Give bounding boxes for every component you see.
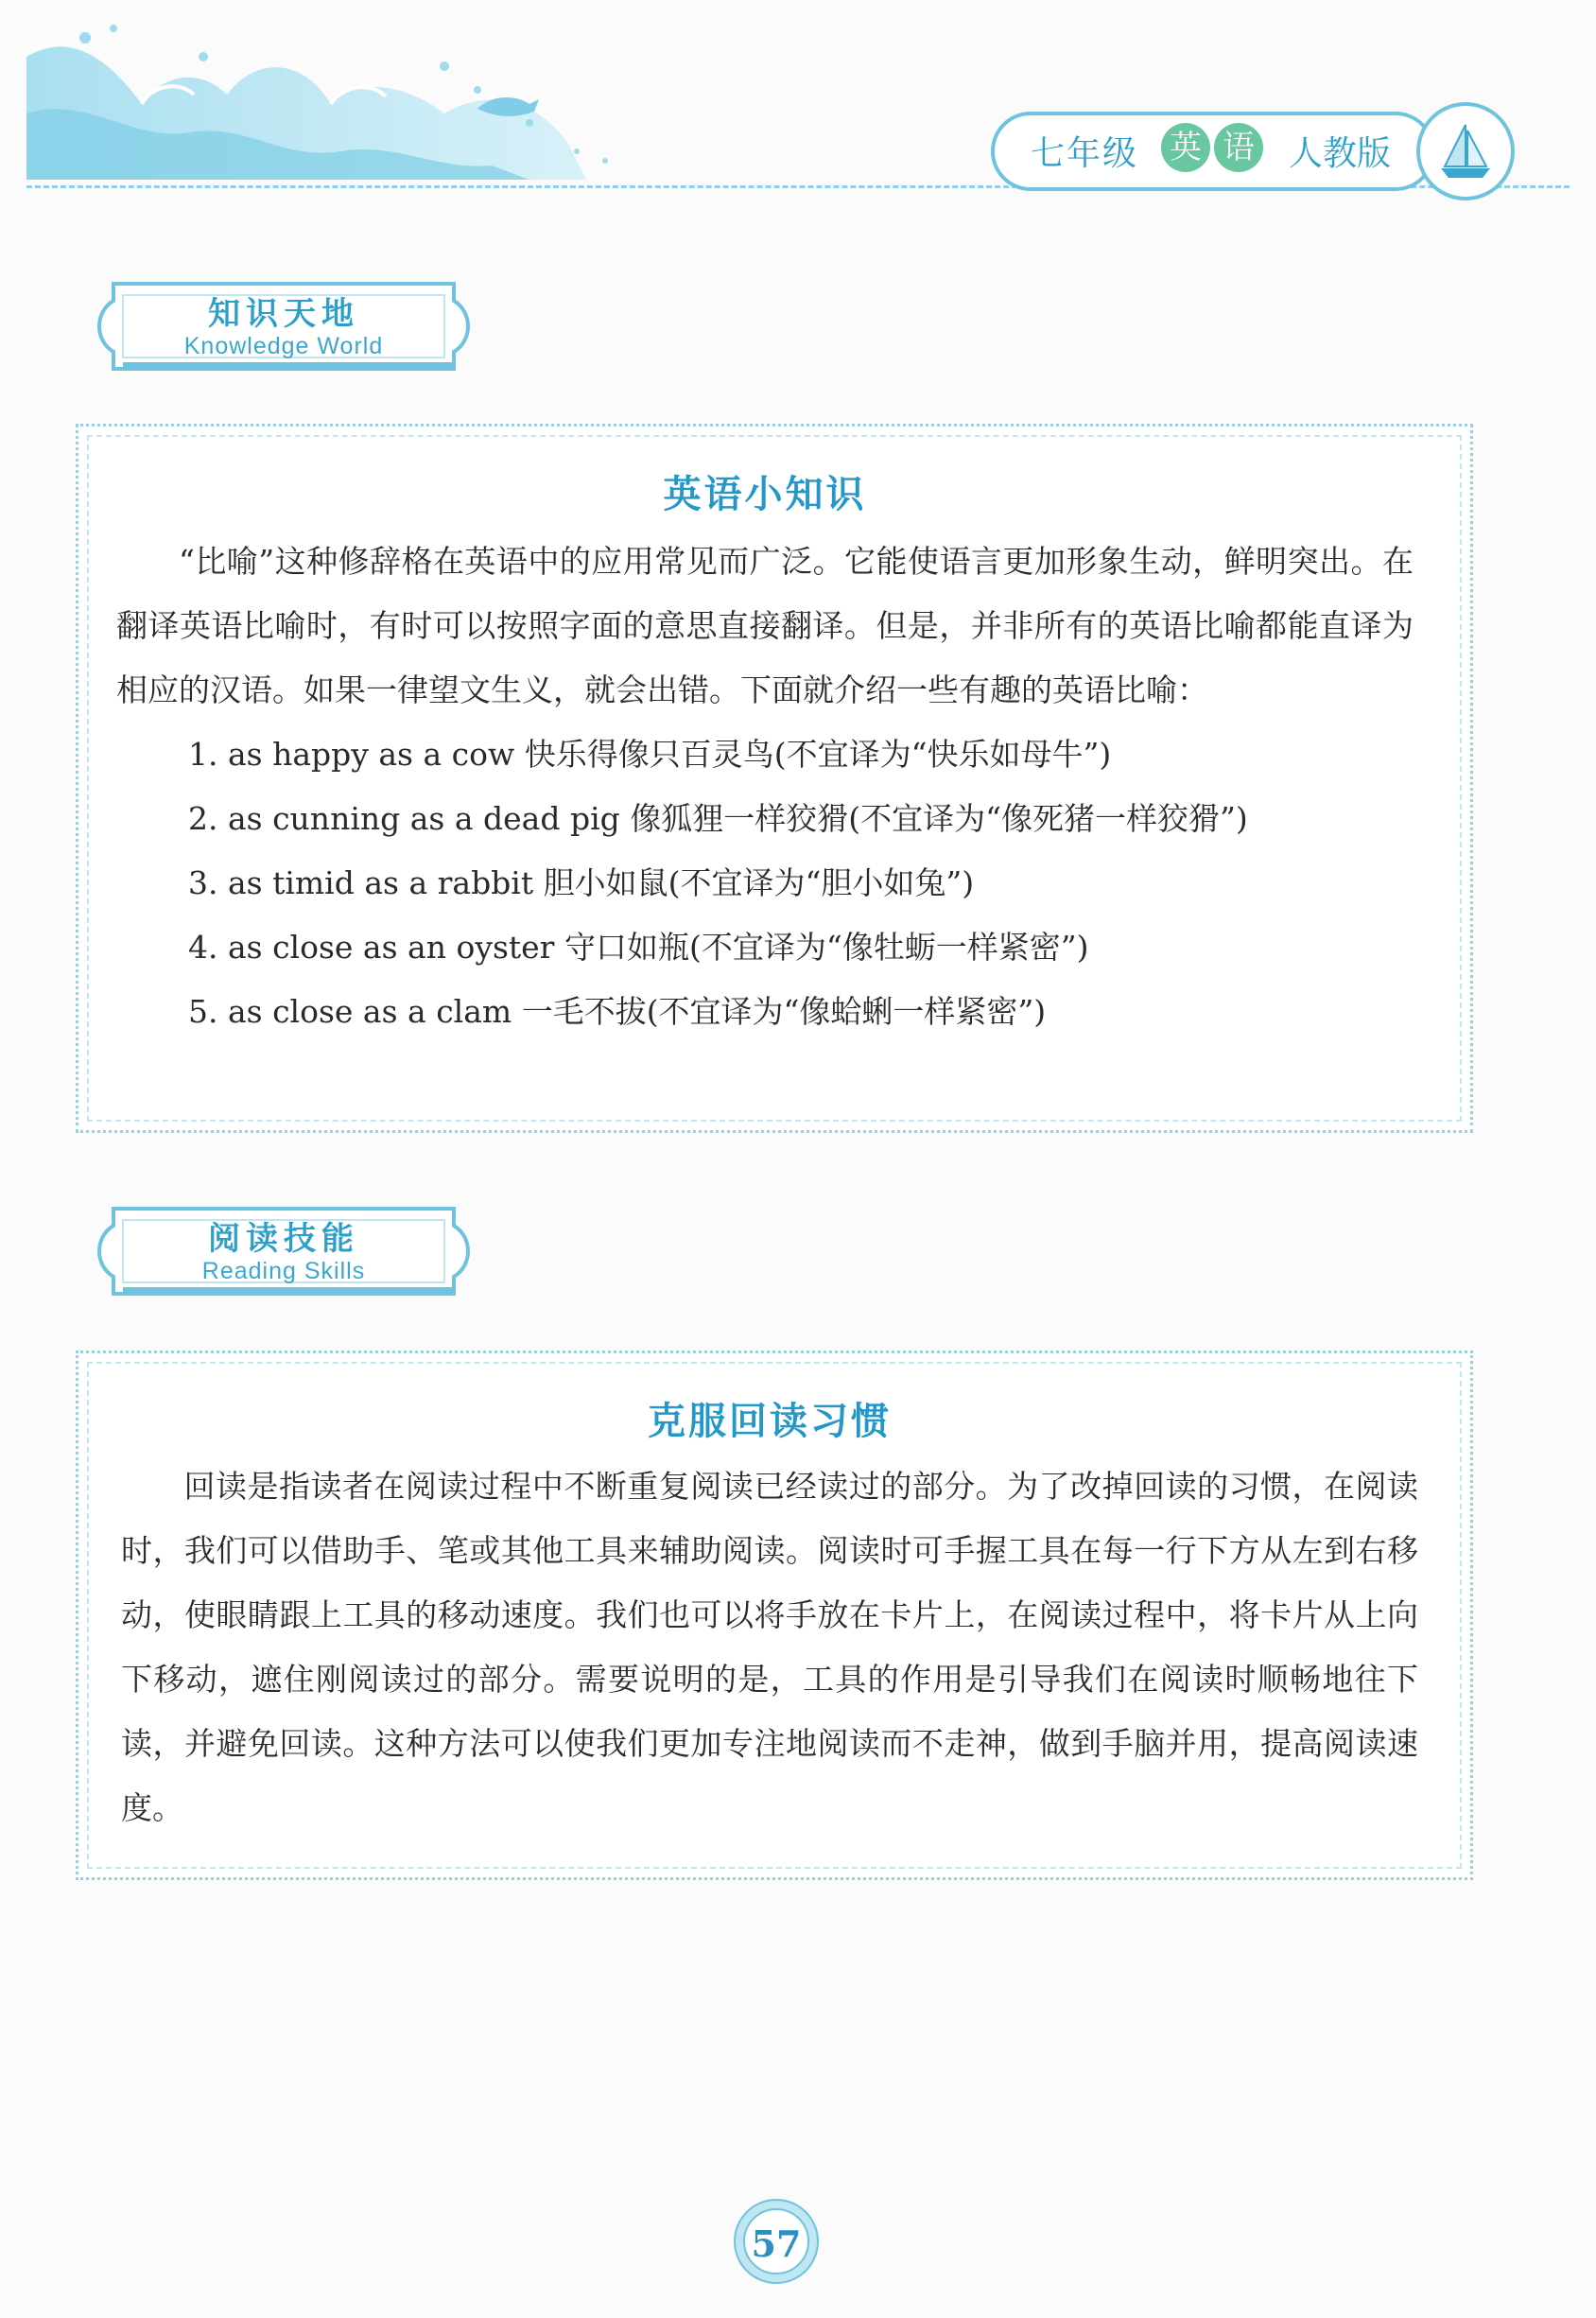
knowledge-box <box>76 424 1473 1133</box>
tag-title-cn: 阅读技能 <box>208 1220 359 1258</box>
subject-char: 语 <box>1214 123 1263 172</box>
page-header <box>0 0 1596 199</box>
reading-box <box>76 1351 1473 1880</box>
list-item: 2. as cunning as a dead pig 像狐狸一样狡猾(不宜译为“像死猪一样狡猾”) <box>188 800 1248 837</box>
tag-title-en: Knowledge World <box>183 333 384 359</box>
page-number: 57 <box>751 2222 802 2265</box>
list-item: 5. as close as a clam 一毛不拔(不宜译为“像蛤蜊一样紧密”) <box>188 993 1047 1030</box>
ship-icon <box>1416 102 1515 200</box>
knowledge-world-tag <box>85 274 482 378</box>
knowledge-intro: “比喻”这种修辞格在英语中的应用常见而广泛。它能使语言更加形象生动，鲜明突出。在翻译英语比喻时，有时可以按照字面的意思直接翻译。但是，并非所有的英语比喻都能直译为相应的汉语。如果一律望文生义，就会出错。下面就介绍一些有趣的英语比喻： <box>116 543 1414 708</box>
edition-label: 人教版 <box>1289 134 1392 173</box>
page-number-badge <box>724 2194 828 2289</box>
list-item: 1. as happy as a cow 快乐得像只百灵鸟(不宜译为“快乐如母牛”) <box>188 736 1112 773</box>
subject-char: 英 <box>1161 123 1210 172</box>
subject-badge <box>1161 123 1267 172</box>
knowledge-title: 英语小知识 <box>663 473 867 516</box>
tag-title-cn: 知识天地 <box>208 295 359 333</box>
tag-title-en: Reading Skills <box>201 1258 366 1284</box>
list-item: 4. as close as an oyster 守口如瓶(不宜译为“像牡蛎一样紧密”) <box>188 929 1089 966</box>
reading-skills-tag <box>85 1199 482 1303</box>
simile-list <box>116 723 1414 1044</box>
reading-title: 克服回读习惯 <box>648 1400 892 1443</box>
list-item: 3. as timid as a rabbit 胆小如鼠(不宜译为“胆小如兔”) <box>188 864 975 901</box>
reading-body: 回读是指读者在阅读过程中不断重复阅读已经读过的部分。为了改掉回读的习惯，在阅读时，我们可以借助手、笔或其他工具来辅助阅读。阅读时可手握工具在每一行下方从左到右移动，使眼睛跟上工具的移动速度。我们也可以将手放在卡片上，在阅读过程中，将卡片从上向下移动，遮住刚阅读过的部分。需要说明的是，工具的作用是引导我们在阅读时顺畅地往下读，并避免回读。这种方法可以使我们更加专注地阅读而不走神，做到手脑并用，提高阅读速度。 <box>121 1468 1418 1826</box>
grade-label: 七年级 <box>1031 134 1139 173</box>
